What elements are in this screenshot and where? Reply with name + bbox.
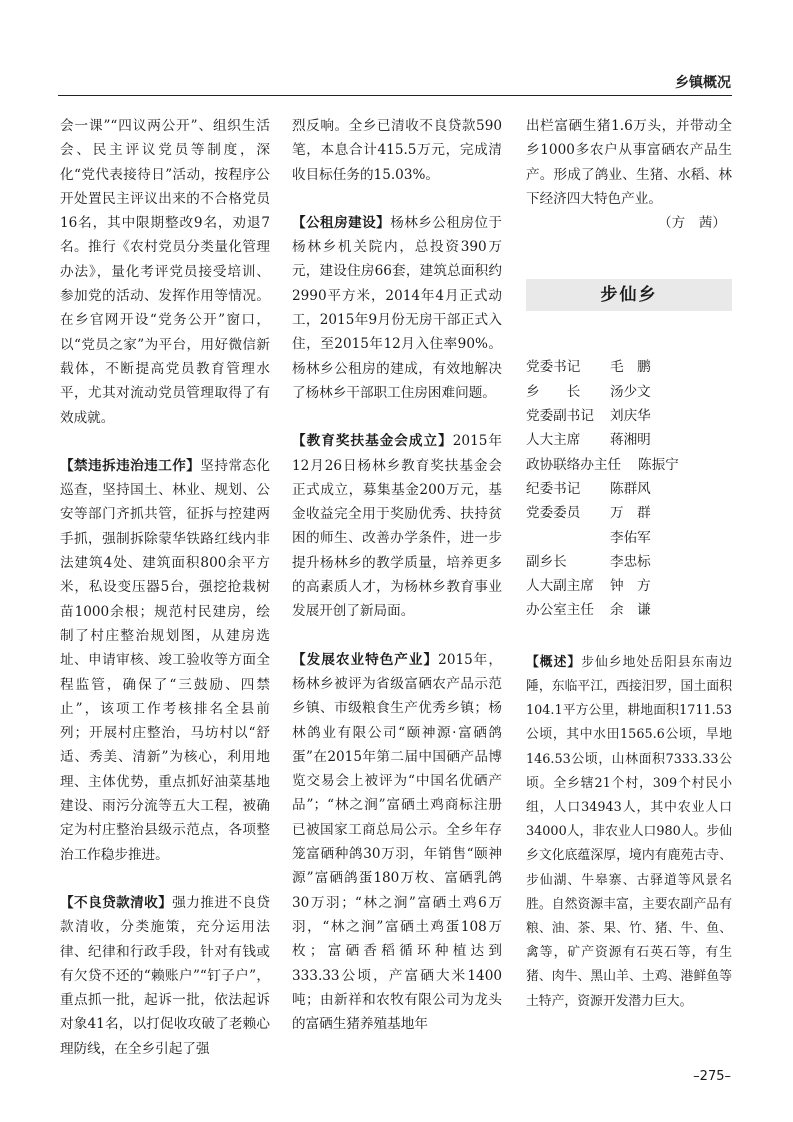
page-number: –275– (693, 1069, 731, 1084)
section-body: 强力推进不良贷款清收，分类施策，充分运用法律、纪律和行政手段，针对有钱或有欠贷不还的“赖账户”“钉子户”，重点抓一批，起诉一批，依法起诉对象41名，以打促收攻破了老赖心理防线，在全乡引起了强 (60, 894, 271, 1057)
official-title: 纪委书记 (526, 480, 581, 497)
official-name: 钟 方 (610, 578, 651, 595)
official-title: 乡 长 (526, 383, 581, 400)
official-name: 陈群风 (610, 480, 651, 497)
officials-list (526, 355, 732, 622)
official-title: 人大副主席 (526, 578, 594, 595)
section-heading: 【教育奖扶基金会成立】 (292, 433, 453, 450)
official-row (526, 404, 732, 428)
official-row (526, 501, 732, 525)
section-overview (526, 651, 732, 1014)
official-row (526, 526, 732, 550)
official-name: 汤少文 (610, 383, 651, 400)
township-title: 步仙乡 (526, 279, 732, 311)
column-1 (60, 114, 270, 1061)
section-heading: 【概述】 (526, 654, 582, 670)
official-name: 李佑军 (610, 529, 651, 546)
official-title: 办公室主任 (526, 602, 594, 619)
official-name: 万 群 (610, 505, 651, 522)
official-title: 副乡长 (526, 553, 567, 570)
author-credit: （方 茜） (658, 215, 726, 232)
official-row (526, 355, 732, 379)
official-name: 余 谦 (610, 602, 651, 619)
running-header-title: 乡镇概况 (675, 75, 731, 91)
official-name: 刘庆华 (610, 408, 651, 425)
official-name: 毛 鹏 (610, 359, 651, 376)
section-body: 坚持常态化巡查，坚持国土、林业、规划、公安等部门齐抓共管，征拆与控建两手抓，强制拆除蒙华铁路红线内非法建筑4处、建筑面积800余平方米，私设变压器5台，强挖抢栽树苗1000余根；规范村民建房，绘制了村庄整治规划图，从建房选址、申请审核、竣工验收等方面全程监管，确保了“三鼓励、四禁止”，该项工作考核排名全县前列；开展村庄整治，马坊村以“舒适、秀美、清新”为核心，利用地理、主体优势，重点抓好油菜基地建设、雨污分流等五大工程，被确定为村庄整治县级示范点，各项整治工作稳步推进。 (60, 457, 271, 863)
paragraph: 出栏富硒生猪1.6万头，并带动全乡1000多农户从事富硒农产品生产。形成了鸽业、生猪、水稻、林下经济四大特色产业。 (526, 118, 732, 207)
official-title: 党委书记 (526, 359, 581, 376)
official-row (526, 598, 732, 622)
official-row (526, 477, 732, 501)
official-row (526, 550, 732, 574)
section-heading: 【发展农业特色产业】 (292, 651, 439, 668)
official-title: 党委委员 (526, 505, 581, 522)
official-row (526, 380, 732, 404)
official-title (526, 526, 610, 550)
section-bad-loan-recovery (60, 891, 270, 1061)
official-row (526, 428, 732, 452)
section-agriculture (292, 648, 502, 1037)
column-2 (292, 114, 502, 1036)
official-name: 陈振宁 (638, 456, 679, 473)
section-ban-illegal-construction (60, 454, 270, 867)
section-public-housing (292, 211, 502, 405)
paragraph: 会一课”“四议两公开”、组织生活会、民主评议党员等制度，深化“党代表接待日”活动，按程序公开处置民主评议出来的不合格党员16名，其中限期整改9名，劝退7名。推行《农村党员分类量化管理办法》，量化考评党员接受培训、参加党的活动、发挥作用等情况。在乡官网开设“党务公开”窗口，以“党员之家”为平台，用好微信新载体，不断提高党员教育管理水平，尤其对流动党员管理取得了有效成就。 (60, 118, 270, 426)
official-title: 政协联络办主任 (526, 456, 622, 473)
column-3 (526, 114, 732, 1014)
paragraph: 烈反响。全乡已清收不良贷款590笔，本息合计415.5万元，完成清收目标任务的15.03%。 (292, 118, 502, 183)
section-body: 2015年12月26日杨林乡教育奖扶基金会正式成立，募集基金200万元，基金收益完全用于奖励优秀、扶持贫困的师生、改善办学条件，进一步提升杨林乡的教学质量，培养更多的高素质人才，为杨林乡教育事业发展开创了新局面。 (292, 433, 502, 620)
section-heading: 【禁违拆违治违工作】 (60, 457, 201, 474)
section-body: 2015年，杨林乡被评为省级富硒农产品示范乡镇、市级粮食生产优秀乡镇；杨林鸽业有限公司“颐神源·富硒鸽蛋”在2015年第二届中国硒产品博览交易会上被评为“中国名优硒产品”；“林之涧”富硒土鸡商标注册已被国家工商总局公示。全乡年存笼富硒种鸽30万羽，年销售“颐神源”富硒鸽蛋180万枚、富硒乳鸽30万羽；“林之涧”富硒土鸡6万羽，“林之涧”富硒土鸡蛋108万枚；富硒香稻循环种植达到333.33公顷，产富硒大米1400吨；由新祥和农牧有限公司为龙头的富硒生猪养殖基地年 (292, 651, 502, 1033)
section-heading: 【不良贷款清收】 (60, 894, 173, 911)
official-row (526, 453, 732, 477)
section-education-foundation (292, 429, 502, 623)
official-name: 蒋湘明 (610, 432, 651, 449)
official-row (526, 574, 732, 598)
official-title: 人大主席 (526, 432, 581, 449)
official-title: 党委副书记 (526, 408, 594, 425)
official-name: 李忠标 (610, 553, 651, 570)
header-rule (58, 95, 732, 96)
section-heading: 【公租房建设】 (292, 214, 391, 231)
section-body: 杨林乡公租房位于杨林乡机关院内，总投资390万元，建设住房66套，建筑总面积约2990平方米，2014年4月正式动工，2015年9月份无房干部正式入住，至2015年12月入住率90%。杨林乡公租房的建成，有效地解决了杨林乡干部职工住房困难问题。 (292, 214, 502, 401)
section-body: 步仙乡地处岳阳县东南边陲，东临平江，西接汨罗，国土面积104.1平方公里，耕地面积1711.53公顷，其中水田1565.6公顷，旱地146.53公顷，山林面积7333.33公顷。全乡辖21个村，309个村民小组，人口34943人，其中农业人口34000人，非农业人口980人。步仙乡文化底蕴深厚，境内有鹿苑古寺、步仙湖、牛皋寨、古驿道等风景名胜。自然资源丰富，主要农副产品有粮、油、茶、果、竹、猪、牛、鱼、禽等，矿产资源有石英石等，有生猪、肉牛、黑山羊、土鸡、港鲜鱼等土特产，资源开发潜力巨大。 (526, 654, 733, 1009)
